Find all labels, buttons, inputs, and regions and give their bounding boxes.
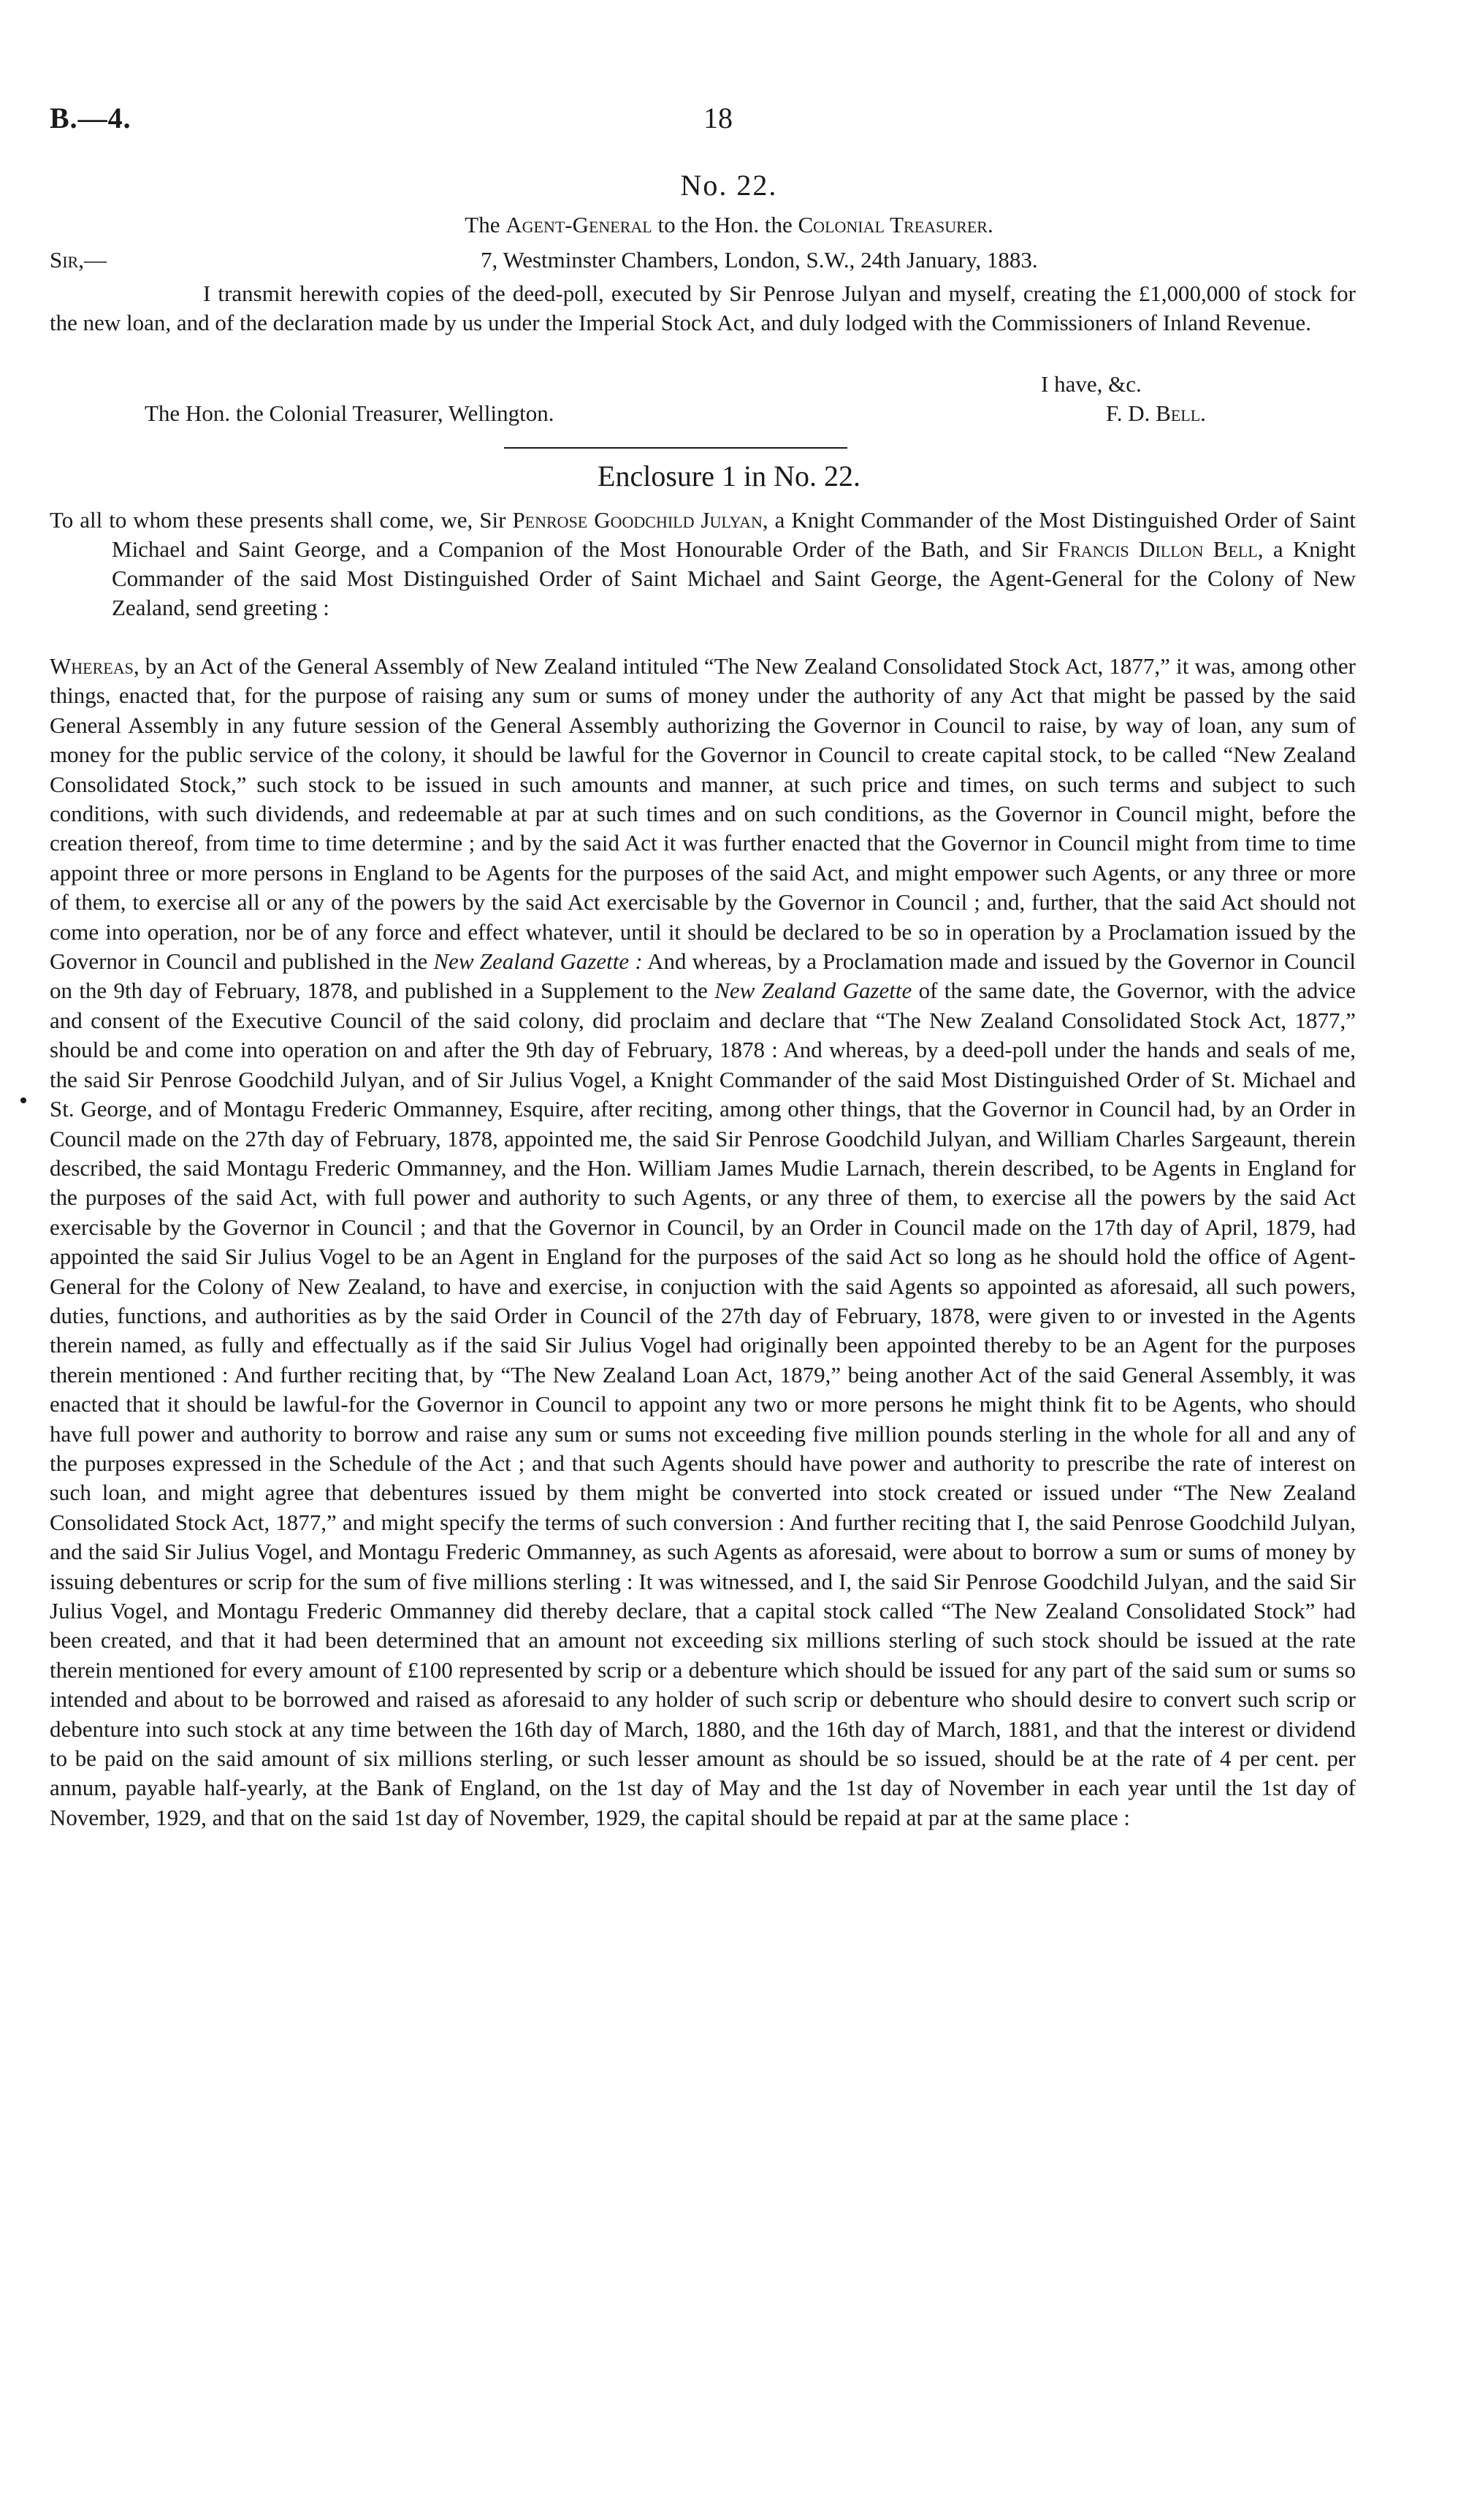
page-header — [50, 101, 1356, 145]
preamble-name1: Penrose Goodchild Julyan, — [512, 507, 768, 533]
signature-initials: F. D. — [1106, 400, 1150, 426]
gazette-title-1: New Zealand Gazette : — [433, 948, 643, 975]
addressee: The Hon. the Colonial Treasurer, Wellington. — [145, 400, 554, 426]
preamble-part2: a Knight Commander of the Most Distinguished Order of Saint Michael and Saint George, and a Companion of the Most Honourable Order of the Bath, and Sir — [112, 507, 1356, 562]
letter-body: I transmit herewith copies of the deed-poll, executed by Sir Penrose Julyan and myself, creating the £1,000,000 of stock for the new loan, and of the declaration made by us under the Imperial Stock Act, and duly lodged with the Commissioners of Inland Revenue. — [50, 281, 1356, 335]
deed-body — [50, 652, 1356, 1832]
signature-surname: Bell. — [1156, 400, 1206, 426]
address-date: 7, Westminster Chambers, London, S.W., 24th January, 1883. — [481, 247, 1038, 273]
section-divider — [504, 447, 847, 449]
heading-from: Agent-General — [505, 212, 652, 237]
letter-number: No. 22. — [680, 169, 778, 202]
document-reference: B.—4. — [50, 102, 131, 134]
addressee-row — [50, 400, 1356, 430]
margin-mark — [20, 1097, 26, 1103]
heading-middle: to the Hon. the — [657, 212, 793, 237]
gazette-title-2: New Zealand Gazette — [714, 978, 912, 1004]
page-number: 18 — [703, 102, 733, 134]
salutation: Sir,— — [50, 247, 107, 273]
preamble-part1: To all to whom these presents shall come, we, Sir — [50, 507, 506, 533]
deed-text-1: by an Act of the General Assembly of New Zealand intituled “The New Zealand Consolidated Stock Act, 1877,” it was, among other things, enacted that, for the purpose of raising any sum or sums of money under the authority of any Act that might be passed by the said General Assembly in any future session of the General Assembly authorizing the Governor in Council to raise, by way of loan, any sum of money for the public service of the colony, it should be lawful for the Governor in Council to create capital stock, to be called “New Zealand Consolidated Stock,” such stock to be issued in such amounts and manner, at such price and times, on such terms and subject to such conditions, with such dividends, and redeemable at par at such times and on such conditions, as the Governor in Council might, before the creation thereof, from time to time determine ; and by the said Act it was further enacted that the Governor in Council might from time to time appoint three or more persons in England to be Agents for the purposes of the said Act, and might empower such Agents, or any three or more of them, to exercise all or any of the powers by the said Act exercisable by the Governor in Council ; and, further, that the said Act should not come into operation, nor be of any force and effect whatever, until it should be declared to be so in operation by a Proclamation issued by the Governor in Council and published in the — [50, 653, 1356, 975]
letter-heading — [0, 212, 1458, 238]
whereas-word: Whereas, — [50, 653, 140, 679]
heading-to: Colonial Treasurer. — [798, 212, 993, 237]
signoff: I have, &c. — [1041, 371, 1142, 397]
deed-text-2: And whereas, by a Proclamation made and issued by the Governor in Council on the 9th day of February, 1878, and published in a Supplement to the — [50, 948, 1356, 1004]
deed-text-3: of the same date, the Governor, with the advice and consent of the Executive Council of the said colony, did proclaim and declare that “The New Zealand Consolidated Stock Act, 1877,” should be and come into operation on and after the 9th day of February, 1878 : And whereas, by a deed-poll under the hands and seals of me, the said Sir Penrose Goodchild Julyan, and of Sir Julius Vogel, a Knight Commander of the said Most Distinguished Order of St. Michael and St. George, and of Montagu Frederic Ommanney, Esquire, after reciting, among other things, that the Governor in Council had, by an Order in Council made on the 27th day of February, 1878, appointed me, the said Sir Penrose Goodchild Julyan, and William Charles Sargeaunt, therein described, the said Montagu Frederic Ommanney, and the Hon. William James Mudie Larnach, therein described, to be Agents in England for the purposes of the said Act, with full power and authority to such Agents, or any three of them, to exercise all the powers by the said Act exercisable by the Governor in Council ; and that the Governor in Council, by an Order in Council made on the 17th day of April, 1879, had appointed the said Sir Julius Vogel to be an Agent in England for the purposes of the said Act so long as he should hold the office of Agent-General for the Colony of New Zealand, to have and exercise, in conjuction with the said Agents so appointed as aforesaid, all such powers, duties, functions, and authorities as by the said Order in Council of the 27th day of February, 1878, were given to or invested in the Agents therein named, as fully and effectually as if the said Sir Julius Vogel had originally been appointed thereby to be an Agent for the purposes therein mentioned : And further reciting that, by “The New Zealand Loan Act, 1879,” being another Act of the said General Assembly, it was enacted that it should be lawful-for the Governor in Council to appoint any two or more persons he might think fit to be Agents, who should have full power and authority to borrow and raise any sum or sums not exceeding five million pounds sterling in the whole for all and any of the purposes expressed in the Schedule of the Act ; and that such Agents should have power and authority to prescribe the rate of interest on such loan, and might agree that debentures issued by them might be converted into stock created or issued under “The New Zealand Consolidated Stock Act, 1877,” and might specify the terms of such conversion : And further reciting that I, the said Penrose Goodchild Julyan, and the said Sir Julius Vogel, and Montagu Frederic Ommanney, as such Agents as aforesaid, were about to borrow a sum or sums of money by issuing debentures or scrip for the sum of five millions sterling : It was witnessed, and I, the said Sir Penrose Goodchild Julyan, and the said Sir Julius Vogel, and Montagu Frederic Ommanney did thereby declare, that a capital stock called “The New Zealand Consolidated Stock” had been created, and that it had been determined that an amount not exceeding six millions sterling of such stock should be issued at the rate therein mentioned for every amount of £100 represented by scrip or a debenture which should be issued for any part of the said sum or sums so intended and about to be borrowed and raised as aforesaid to any holder of such scrip or debenture who should desire to convert such scrip or debenture into such stock at any time between the 16th day of March, 1880, and the 16th day of March, 1881, and that the interest or dividend to be paid on the said amount of six millions sterling, or such lesser amount as should be so issued, should be at the rate of 4 per cent. per annum, payable half-yearly, at the Bank of England, on the 1st day of May and the 1st day of November in each year until the 1st day of November, 1929, and that on the said 1st day of November, 1929, the capital should be repaid at par at the same place : — [50, 978, 1356, 1830]
salutation-row — [50, 247, 1356, 276]
deed-preamble — [50, 506, 1356, 623]
heading-prefix: The — [465, 212, 500, 237]
enclosure-heading: Enclosure 1 in No. 22. — [598, 460, 860, 492]
preamble-part3: a Knight Commander of the said Most Distinguished Order of Saint Michael and Saint George, the Agent-General for the Colony of New Zealand, send greeting : — [112, 536, 1356, 620]
preamble-name2: Francis Dillon Bell, — [1057, 536, 1264, 562]
signature — [1106, 400, 1206, 427]
